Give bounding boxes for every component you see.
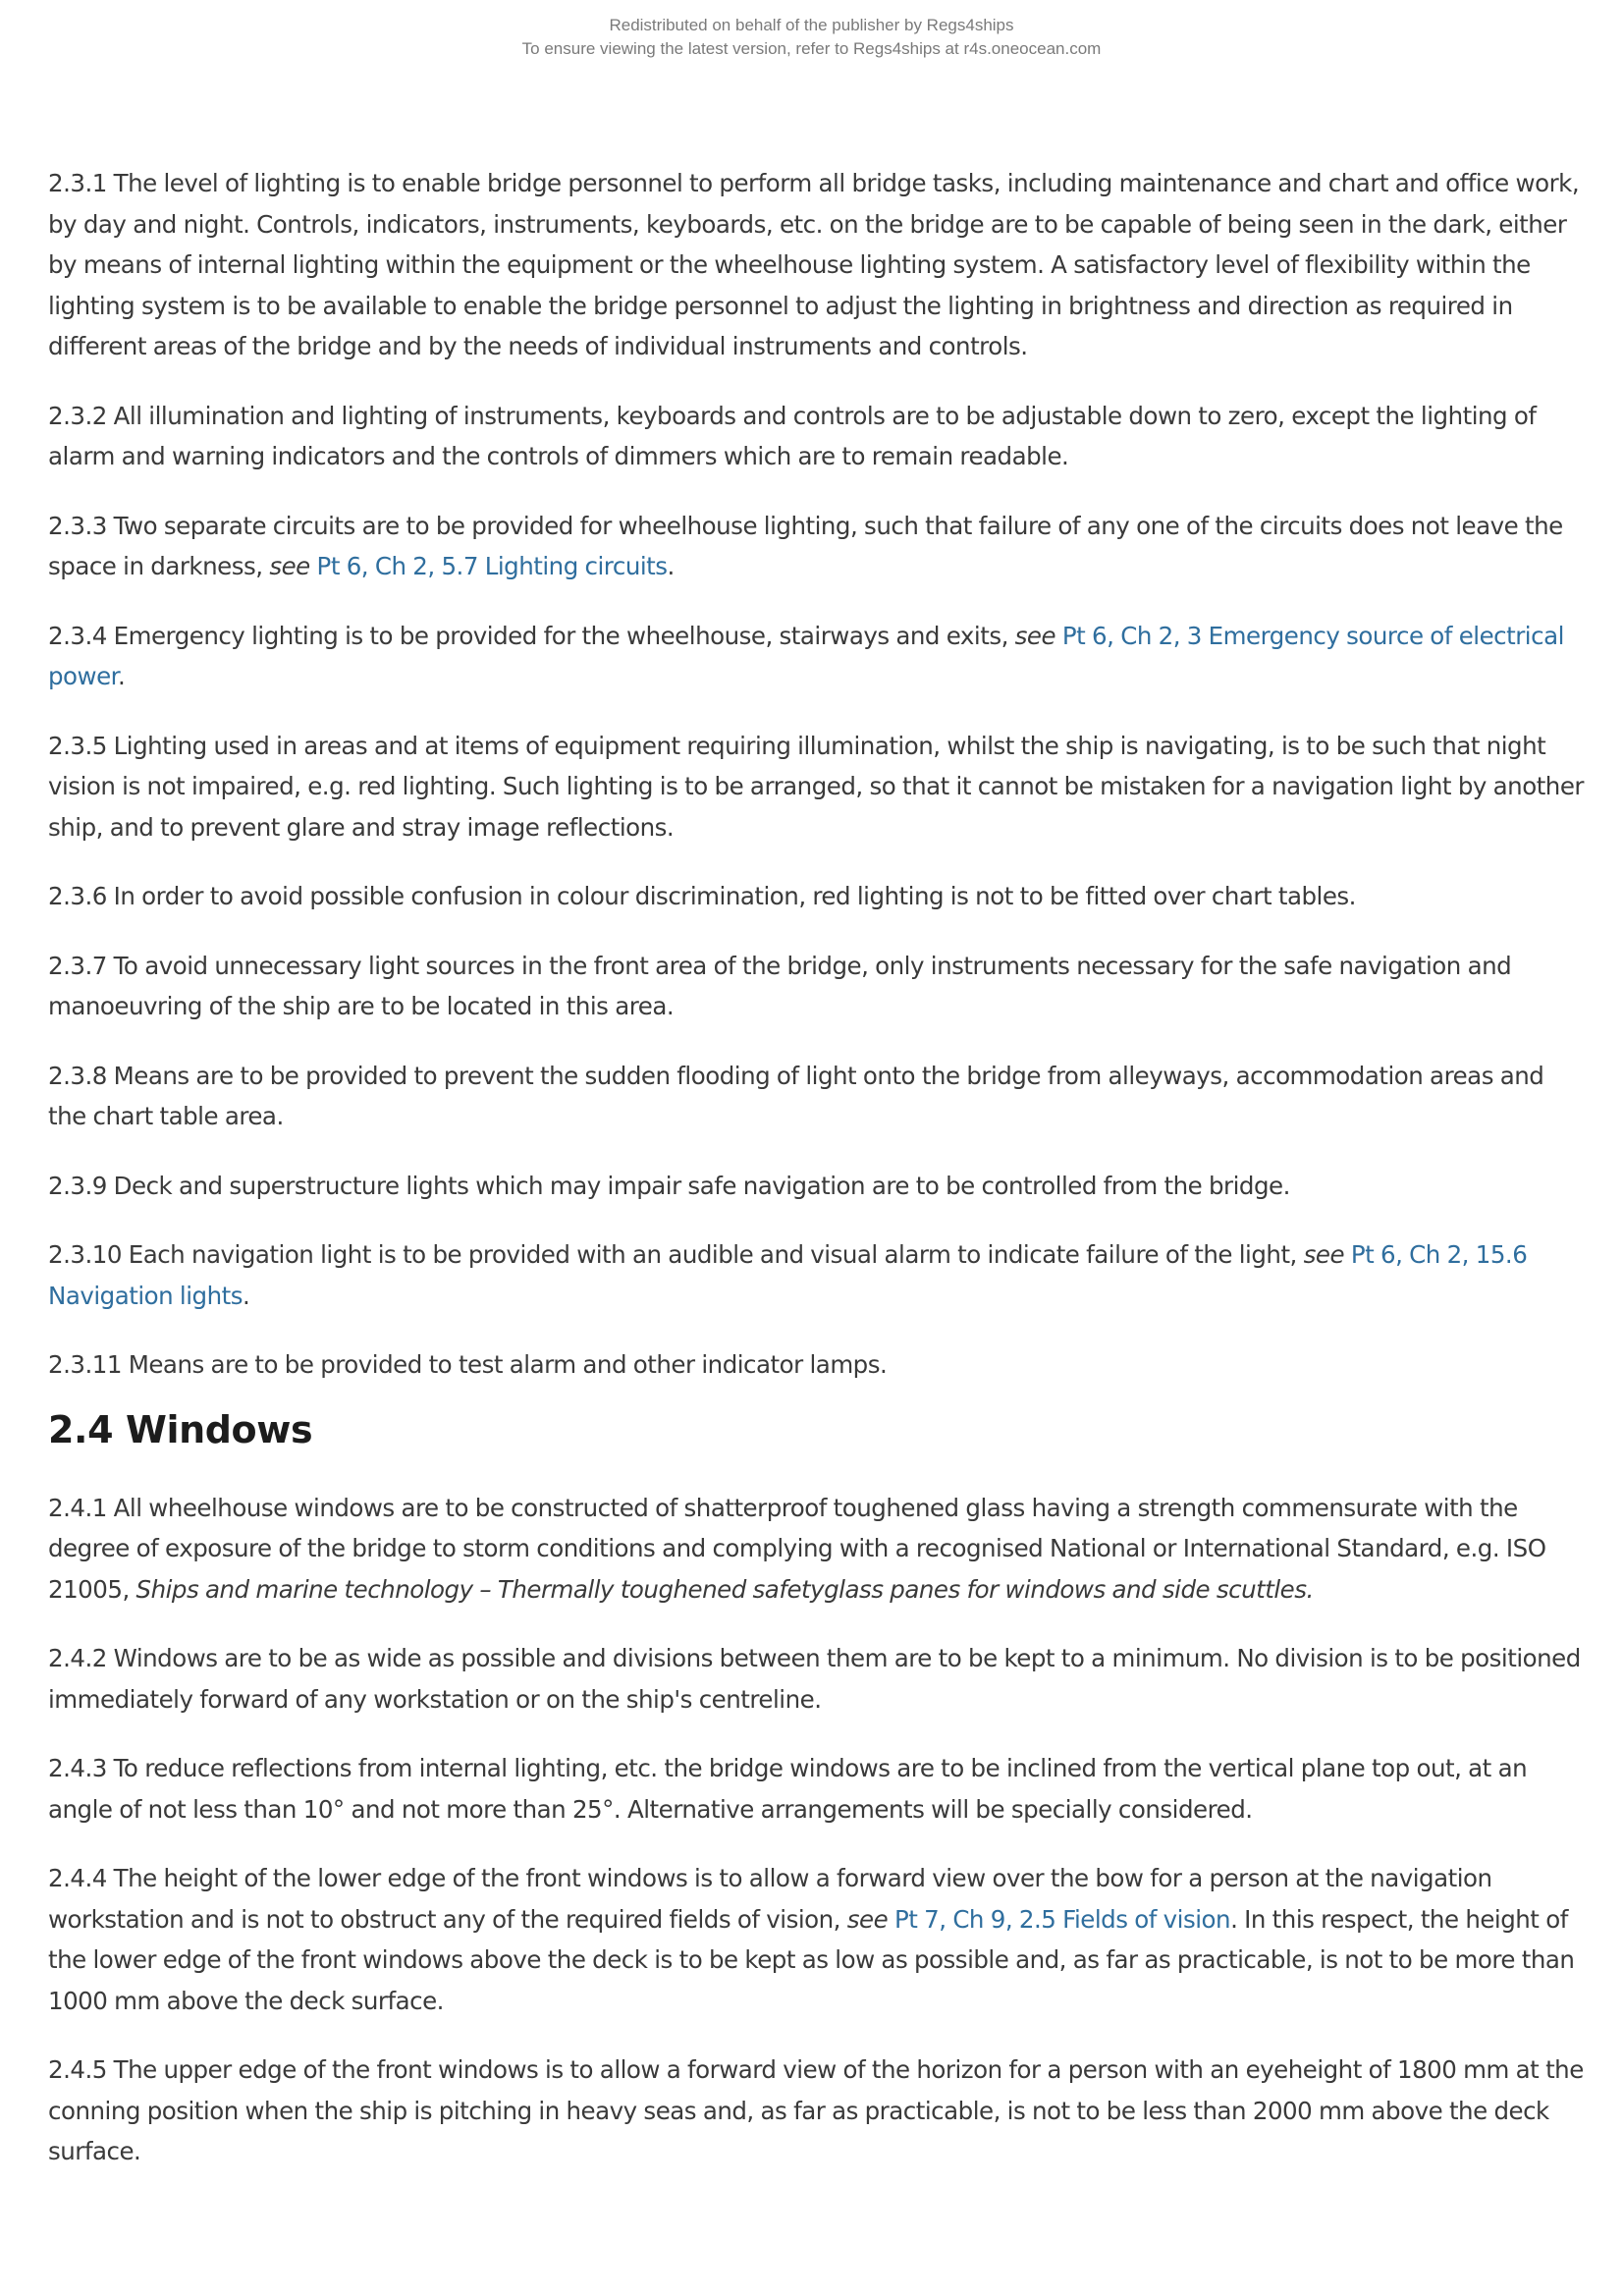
paragraph-2-4-4	[48, 1858, 1585, 2021]
paragraph-text: 2.3.10 Each navigation light is to be provided with an audible and visual alarm to indicate failure of the light,	[48, 1240, 1304, 1269]
paragraph-2-3-4	[48, 616, 1585, 697]
banner-line-2: To ensure viewing the latest version, refer to Regs4ships at r4s.oneocean.com	[521, 39, 1102, 58]
link-fields-of-vision[interactable]: Pt 7, Ch 9, 2.5 Fields of vision	[893, 1904, 1231, 1934]
paragraph-text: 2.4.1 All wheelhouse windows are to be constructed of shatterproof toughened glass having a strength commensurate with the degree of exposure of the bridge to storm conditions and complying with a recognised National or International Standard, e.g. ISO 21005,	[48, 1493, 1546, 1604]
paragraph-2-4-1	[48, 1488, 1585, 1611]
see-label: see	[1303, 1240, 1345, 1269]
paragraph-text: 2.3.4 Emergency lighting is to be provided for the wheelhouse, stairways and exits,	[48, 621, 1015, 650]
paragraph-end: .	[117, 662, 126, 690]
standard-title: Ships and marine technology – Thermally toughened safetyglass panes for windows and side scuttles.	[135, 1574, 1314, 1604]
paragraph-text: 2.4.4 The height of the lower edge of the front windows is to allow a forward view over the bow for a person at the navigation workstation and is not to obstruct any of the required fields of vision,	[48, 1864, 1492, 1934]
paragraph-2-3-2: 2.3.2 All illumination and lighting of instruments, keyboards and controls are to be adjustable down to zero, except the lighting of alarm and warning indicators and the controls of dimmers which are to remain readable.	[48, 401, 1537, 470]
paragraph-end: .	[243, 1281, 250, 1310]
paragraph-2-3-7: 2.3.7 To avoid unnecessary light sources in the front area of the bridge, only instruments necessary for the safe navigation and manoeuvring of the ship are to be located in this area.	[48, 951, 1512, 1020]
see-label: see	[269, 552, 310, 580]
paragraph-2-3-1: 2.3.1 The level of lighting is to enable bridge personnel to perform all bridge tasks, including maintenance and chart and office work, by day and night. Controls, indicators, instruments, keyboards, etc. on the bridge are to be capable of being seen in the dark, either by means of internal lighting within the equipment or the wheelhouse lighting system. A satisfactory level of flexibility within the lighting system is to be available to enable the bridge personnel to adjust the lighting in brightness and direction as required in different areas of the bridge and by the needs of individual instruments and controls.	[48, 169, 1580, 360]
paragraph-end: .	[667, 552, 675, 580]
link-emergency-source[interactable]: Pt 6, Ch 2, 3 Emergency source of electrical power	[48, 621, 1564, 690]
link-lighting-circuits[interactable]: Pt 6, Ch 2, 5.7 Lighting circuits	[316, 552, 668, 580]
see-label: see	[1014, 621, 1056, 650]
see-label: see	[846, 1904, 889, 1934]
paragraph-2-4-3: 2.4.3 To reduce reflections from internal lighting, etc. the bridge windows are to be inclined from the vertical plane top out, at an angle of not less than 10° and not more than 25°. Alternative arrangements will be specially considered.	[48, 1754, 1528, 1824]
section-heading-windows: 2.4 Windows	[48, 1407, 313, 1451]
link-navigation-lights[interactable]: Pt 6, Ch 2, 15.6 Navigation lights	[48, 1240, 1528, 1310]
paragraph-2-3-5: 2.3.5 Lighting used in areas and at items of equipment requiring illumination, whilst the ship is navigating, is to be such that night vision is not impaired, e.g. red lighting. Such lighting is to be arranged, so that it cannot be mistaken for a navigation light by another ship, and to prevent glare and stray image reflections.	[48, 731, 1584, 842]
paragraph-2-3-6: 2.3.6 In order to avoid possible confusion in colour discrimination, red lighting is not to be fitted over chart tables.	[48, 882, 1356, 910]
banner-line-1: Redistributed on behalf of the publisher by Regs4ships	[609, 16, 1014, 34]
redistribution-banner	[0, 14, 1623, 61]
paragraph-2-3-3	[48, 506, 1585, 587]
paragraph-2-3-8: 2.3.8 Means are to be provided to prevent the sudden flooding of light onto the bridge from alleyways, accommodation areas and the chart table area.	[48, 1061, 1544, 1130]
paragraph-text: 2.3.3 Two separate circuits are to be provided for wheelhouse lighting, such that failure of any one of the circuits does not leave the space in darkness,	[48, 511, 1563, 580]
paragraph-2-3-11: 2.3.11 Means are to be provided to test alarm and other indicator lamps.	[48, 1350, 888, 1379]
paragraph-end: . In this respect, the height of the lower edge of the front windows above the deck is to be kept as low as possible and, as far as practicable, is not to be more than 1000 mm above the deck surface.	[48, 1904, 1575, 2015]
paragraph-2-3-10	[48, 1234, 1585, 1316]
document-body	[48, 163, 1585, 2201]
paragraph-2-4-2: 2.4.2 Windows are to be as wide as possible and divisions between them are to be kept to a minimum. No division is to be positioned immediately forward of any workstation or on the ship's centreline.	[48, 1644, 1581, 1714]
paragraph-2-4-5: 2.4.5 The upper edge of the front windows is to allow a forward view of the horizon for a person with an eyeheight of 1800 mm at the conning position when the ship is pitching in heavy seas and, as far as practicable, is not to be less than 2000 mm above the deck surface.	[48, 2055, 1584, 2165]
paragraph-2-3-9: 2.3.9 Deck and superstructure lights which may impair safe navigation are to be controlled from the bridge.	[48, 1171, 1290, 1200]
